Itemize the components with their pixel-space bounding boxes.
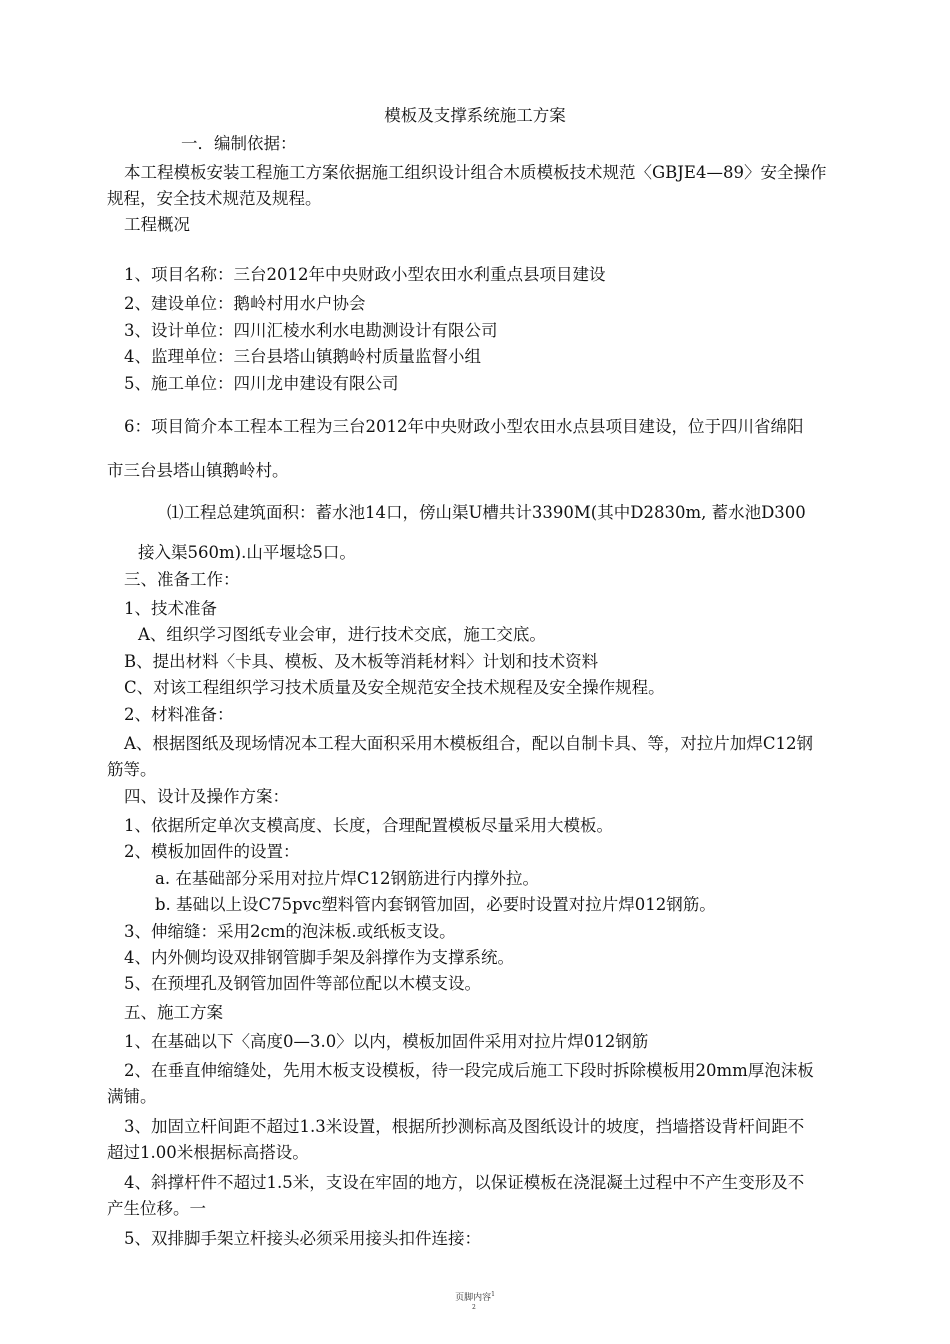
list-item: 1、项目名称：三台2012年中央财政小型农田水利重点县项目建设	[124, 265, 606, 284]
list-item: 5、施工单位：四川龙申建设有限公司	[124, 374, 399, 393]
list-item: 2、建设单位：鹅岭村用水户协会	[124, 294, 366, 313]
list-item: C、对该工程组织学习技术质量及安全规范安全技术规程及安全操作规程。	[124, 678, 665, 697]
paragraph-line: 筋等。	[107, 760, 157, 779]
section-heading-design: 四、设计及操作方案：	[124, 787, 289, 806]
paragraph-line: 3、加固立杆间距不超过1.3米设置，根据所抄测标高及图纸设计的坡度，挡墙搭设背杆间距不	[124, 1117, 805, 1136]
list-item: 3、伸缩缝：采用2cm的泡沫板.或纸板支设。	[124, 922, 456, 941]
paragraph-line: 接入渠560m).山平堰埝5口。	[138, 543, 356, 562]
doc-title: 模板及支撑系统施工方案	[384, 106, 566, 125]
paragraph-line: 6：项目简介本工程本工程为三台2012年中央财政小型农田水点县项目建设，位于四川省绵阳	[124, 417, 804, 436]
paragraph-line: 2、在垂直伸缩缝处，先用木板支设模板，待一段完成后施工下段时拆除模板用20mm厚泡沫板	[124, 1061, 814, 1080]
page-footer	[0, 1290, 950, 1303]
section-heading-plan: 五、施工方案	[124, 1003, 223, 1022]
section-heading-preparation: 三、准备工作：	[124, 570, 240, 589]
paragraph-line: 满铺。	[107, 1087, 157, 1106]
list-item: 1、依据所定单次支模高度、长度，合理配置模板尽量采用大模板。	[124, 816, 613, 835]
list-item: B、提出材料〈卡具、模板、及木板等消耗材料〉计划和技术资料	[124, 652, 599, 671]
paragraph-line: 4、斜撑杆件不超过1.5米，支设在牢固的地方，以保证模板在浇混凝土过程中不产生变形及不	[124, 1173, 805, 1192]
list-item: 4、监理单位：三台县塔山镇鹅岭村质量监督小组	[124, 347, 481, 366]
list-item: 5、双排脚手架立杆接头必须采用接头扣件连接：	[124, 1229, 481, 1248]
footer-page-number: 1	[491, 1291, 495, 1298]
paragraph-line: 规程，安全技术规范及规程。	[107, 189, 322, 208]
list-item: b. 基础以上设C75pvc塑料管内套钢管加固，必要时设置对拉片焊012钢筋。	[155, 895, 716, 914]
list-item: a. 在基础部分采用对拉片焊C12钢筋进行内撑外拉。	[155, 869, 539, 888]
list-item: 1、在基础以下〈高度0—3.0〉以内，模板加固件采用对拉片焊012钢筋	[124, 1032, 649, 1051]
subsection-heading: 1、技术准备	[124, 599, 217, 618]
paragraph-line: 本工程模板安装工程施工方案依据施工组织设计组合木质模板技术规范〈GBJE4—89〉安全操作	[124, 163, 827, 182]
subsection-heading: 2、材料准备：	[124, 705, 234, 724]
section-heading-basis: 一．编制依据：	[181, 134, 297, 153]
paragraph-line: ⑴工程总建筑面积：蓄水池14口，傍山渠U槽共计3390M(其中D2830m, 蓄水池D300	[167, 503, 806, 522]
list-item: A、组织学习图纸专业会审，进行技术交底，施工交底。	[138, 625, 546, 644]
list-item: 5、在预埋孔及钢管加固件等部位配以木模支设。	[124, 974, 481, 993]
list-item: 3、设计单位：四川汇棱水利水电勘测设计有限公司	[124, 321, 498, 340]
footer-text: 页脚内容	[455, 1293, 492, 1303]
section-heading-overview: 工程概况	[124, 215, 190, 234]
paragraph-line: A、根据图纸及现场情况本工程大面积采用木模板组合，配以自制卡具、等，对拉片加焊C12钢	[124, 734, 814, 753]
footer-sub-number: 2	[472, 1304, 476, 1311]
paragraph-line: 产生位移。一	[107, 1199, 206, 1218]
paragraph-line: 超过1.00米根据标高搭设。	[107, 1143, 309, 1162]
paragraph-line: 市三台县塔山镇鹅岭村。	[107, 461, 289, 480]
list-item: 2、模板加固件的设置：	[124, 842, 300, 861]
list-item: 4、内外侧均设双排钢管脚手架及斜撑作为支撑系统。	[124, 948, 514, 967]
